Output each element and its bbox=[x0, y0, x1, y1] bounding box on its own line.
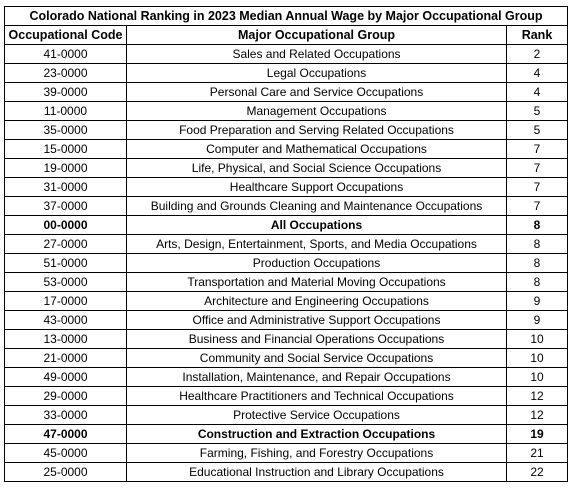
table-row bbox=[5, 425, 568, 444]
rank-cell: 22 bbox=[507, 463, 568, 482]
occupational-code-cell: 23-0000 bbox=[5, 64, 127, 83]
occupational-group-cell: Healthcare Practitioners and Technical Occupations bbox=[127, 387, 507, 406]
rank-cell: 10 bbox=[507, 368, 568, 387]
rank-cell: 8 bbox=[507, 216, 568, 235]
occupational-code-cell: 15-0000 bbox=[5, 140, 127, 159]
occupational-code-cell: 11-0000 bbox=[5, 102, 127, 121]
occupational-group-cell: Building and Grounds Cleaning and Maintenance Occupations bbox=[127, 197, 507, 216]
occupational-code-cell: 49-0000 bbox=[5, 368, 127, 387]
occupational-group-cell: Production Occupations bbox=[127, 254, 507, 273]
occupational-code-cell: 39-0000 bbox=[5, 83, 127, 102]
table-row bbox=[5, 121, 568, 140]
occupational-group-cell: Personal Care and Service Occupations bbox=[127, 83, 507, 102]
table-row bbox=[5, 406, 568, 425]
rank-cell: 4 bbox=[507, 64, 568, 83]
occupational-code-cell: 00-0000 bbox=[5, 216, 127, 235]
occupational-code-cell: 47-0000 bbox=[5, 425, 127, 444]
table-row bbox=[5, 292, 568, 311]
occupational-code-cell: 33-0000 bbox=[5, 406, 127, 425]
table-row bbox=[5, 368, 568, 387]
header-rank: Rank bbox=[507, 26, 568, 45]
rank-cell: 12 bbox=[507, 387, 568, 406]
occupational-code-cell: 29-0000 bbox=[5, 387, 127, 406]
occupational-code-cell: 31-0000 bbox=[5, 178, 127, 197]
table-row bbox=[5, 463, 568, 482]
ranking-table-sheet bbox=[4, 6, 567, 482]
occupational-group-cell: Legal Occupations bbox=[127, 64, 507, 83]
table-title: Colorado National Ranking in 2023 Median Annual Wage by Major Occupational Group bbox=[5, 7, 568, 26]
rank-cell: 21 bbox=[507, 444, 568, 463]
occupational-group-cell: Healthcare Support Occupations bbox=[127, 178, 507, 197]
header-major-occupational-group: Major Occupational Group bbox=[127, 26, 507, 45]
table-row bbox=[5, 197, 568, 216]
rank-cell: 12 bbox=[507, 406, 568, 425]
table-row bbox=[5, 444, 568, 463]
title-row bbox=[5, 7, 568, 26]
rank-cell: 2 bbox=[507, 45, 568, 64]
rank-cell: 5 bbox=[507, 121, 568, 140]
rank-cell: 7 bbox=[507, 178, 568, 197]
rank-cell: 10 bbox=[507, 349, 568, 368]
occupational-group-cell: Installation, Maintenance, and Repair Occupations bbox=[127, 368, 507, 387]
table-row bbox=[5, 235, 568, 254]
rank-cell: 7 bbox=[507, 140, 568, 159]
rank-cell: 8 bbox=[507, 273, 568, 292]
occupational-group-cell: Farming, Fishing, and Forestry Occupations bbox=[127, 444, 507, 463]
table-row bbox=[5, 83, 568, 102]
table-row bbox=[5, 311, 568, 330]
table-row bbox=[5, 64, 568, 83]
rank-cell: 7 bbox=[507, 159, 568, 178]
occupational-group-cell: Life, Physical, and Social Science Occupations bbox=[127, 159, 507, 178]
table-row bbox=[5, 254, 568, 273]
occupational-group-cell: Computer and Mathematical Occupations bbox=[127, 140, 507, 159]
occupational-group-cell: Community and Social Service Occupations bbox=[127, 349, 507, 368]
occupational-group-cell: Food Preparation and Serving Related Occupations bbox=[127, 121, 507, 140]
occupational-code-cell: 41-0000 bbox=[5, 45, 127, 64]
ranking-table bbox=[4, 6, 568, 482]
header-row bbox=[5, 26, 568, 45]
table-row bbox=[5, 159, 568, 178]
rank-cell: 8 bbox=[507, 254, 568, 273]
table-row bbox=[5, 178, 568, 197]
table-row bbox=[5, 387, 568, 406]
table-body bbox=[5, 45, 568, 482]
occupational-group-cell: Educational Instruction and Library Occupations bbox=[127, 463, 507, 482]
occupational-code-cell: 51-0000 bbox=[5, 254, 127, 273]
table-row bbox=[5, 349, 568, 368]
occupational-code-cell: 35-0000 bbox=[5, 121, 127, 140]
occupational-code-cell: 13-0000 bbox=[5, 330, 127, 349]
rank-cell: 9 bbox=[507, 292, 568, 311]
table-row bbox=[5, 216, 568, 235]
occupational-group-cell: Sales and Related Occupations bbox=[127, 45, 507, 64]
occupational-code-cell: 25-0000 bbox=[5, 463, 127, 482]
occupational-group-cell: Arts, Design, Entertainment, Sports, and Media Occupations bbox=[127, 235, 507, 254]
occupational-code-cell: 21-0000 bbox=[5, 349, 127, 368]
occupational-code-cell: 17-0000 bbox=[5, 292, 127, 311]
table-row bbox=[5, 102, 568, 121]
occupational-group-cell: Office and Administrative Support Occupations bbox=[127, 311, 507, 330]
occupational-code-cell: 43-0000 bbox=[5, 311, 127, 330]
table-row bbox=[5, 330, 568, 349]
rank-cell: 5 bbox=[507, 102, 568, 121]
occupational-code-cell: 45-0000 bbox=[5, 444, 127, 463]
header-occupational-code: Occupational Code bbox=[5, 26, 127, 45]
rank-cell: 19 bbox=[507, 425, 568, 444]
rank-cell: 4 bbox=[507, 83, 568, 102]
rank-cell: 7 bbox=[507, 197, 568, 216]
occupational-group-cell: All Occupations bbox=[127, 216, 507, 235]
occupational-code-cell: 37-0000 bbox=[5, 197, 127, 216]
rank-cell: 10 bbox=[507, 330, 568, 349]
rank-cell: 8 bbox=[507, 235, 568, 254]
occupational-code-cell: 27-0000 bbox=[5, 235, 127, 254]
occupational-group-cell: Business and Financial Operations Occupations bbox=[127, 330, 507, 349]
occupational-code-cell: 19-0000 bbox=[5, 159, 127, 178]
table-row bbox=[5, 45, 568, 64]
occupational-code-cell: 53-0000 bbox=[5, 273, 127, 292]
table-row bbox=[5, 140, 568, 159]
table-row bbox=[5, 273, 568, 292]
rank-cell: 9 bbox=[507, 311, 568, 330]
occupational-group-cell: Architecture and Engineering Occupations bbox=[127, 292, 507, 311]
occupational-group-cell: Transportation and Material Moving Occupations bbox=[127, 273, 507, 292]
occupational-group-cell: Construction and Extraction Occupations bbox=[127, 425, 507, 444]
occupational-group-cell: Management Occupations bbox=[127, 102, 507, 121]
occupational-group-cell: Protective Service Occupations bbox=[127, 406, 507, 425]
